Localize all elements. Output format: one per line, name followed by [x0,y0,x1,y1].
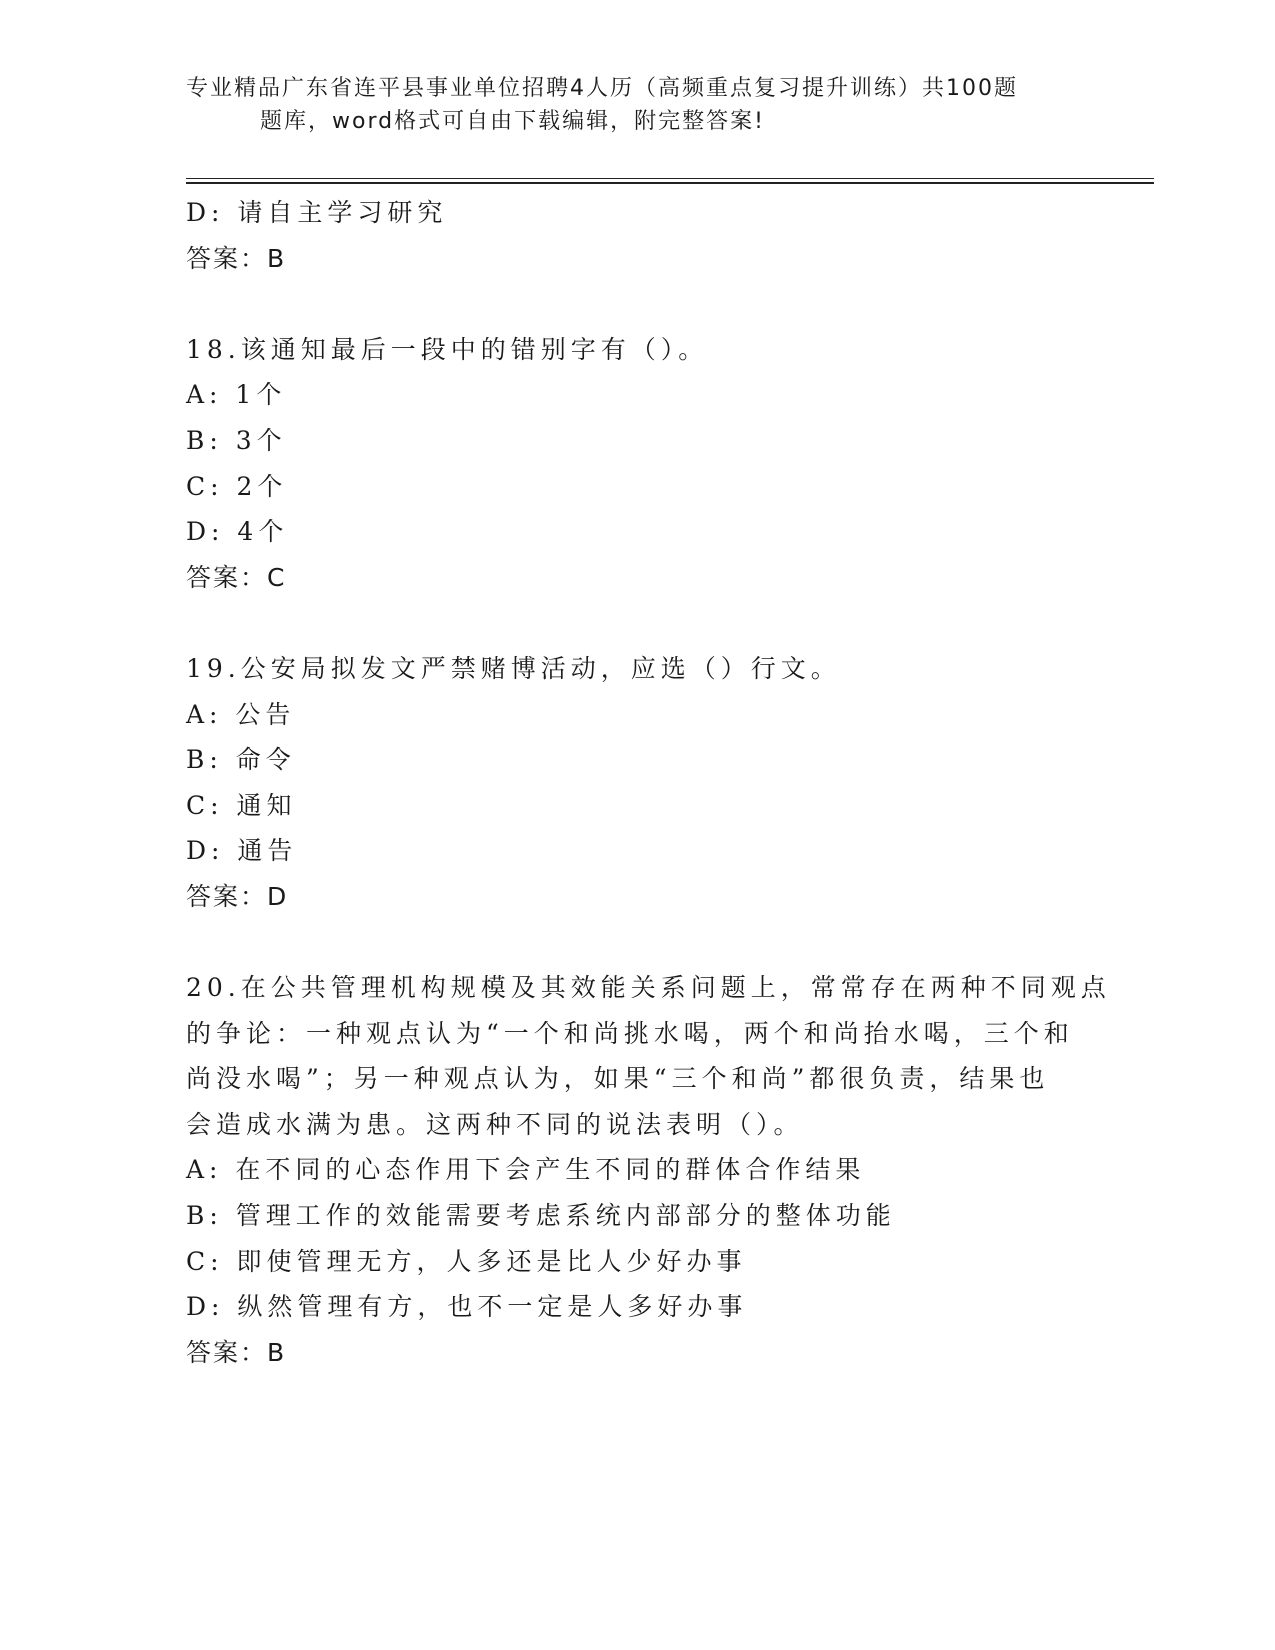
q18-answer: 答案：C [186,562,287,592]
q20-text-line2: 的争论：一种观点认为“一个和尚挑水喝，两个和尚抬水喝，三个和 [186,1018,1074,1048]
question-content [186,190,1111,1375]
prev-option-d: D: 请自主学习研究 [186,198,448,227]
q20-text-line3: 尚没水喝”；另一种观点认为，如果“三个和尚”都很负责，结果也 [186,1064,1050,1094]
document-header [186,72,1086,138]
q18-text: 18.该通知最后一段中的错别字有（）。 [186,334,709,364]
q19-option-b: B: 命令 [186,745,296,775]
q20-answer: 答案：B [186,1337,287,1367]
q19-text: 19.公安局拟发文严禁赌博活动，应选（）行文。 [186,653,841,683]
q20-text-line1: 20.在公共管理机构规模及其效能关系问题上，常常存在两种不同观点 [186,973,1111,1003]
spacer [186,281,1086,327]
q20-text-line4: 会造成水满为患。这两种不同的说法表明（）。 [186,1109,804,1139]
q19-option-d: D: 通告 [186,836,298,866]
spacer [186,920,1086,966]
q19-option-a: A: 公告 [186,699,296,729]
spacer [186,600,1086,646]
header-divider-thin [186,178,1154,179]
q19-option-c: C: 通知 [186,790,297,820]
q18-option-d: D: 4个 [186,517,289,547]
prev-answer: 答案：B [186,243,287,273]
q18-option-a: A: 1个 [186,380,287,410]
q18-option-b: B: 3个 [186,425,287,455]
header-title-line1: 专业精品广东省连平县事业单位招聘4人历（高频重点复习提升训练）共100题 [186,76,1018,101]
q18-option-c: C: 2个 [186,471,288,501]
q20-option-a: A: 在不同的心态作用下会产生不同的群体合作结果 [186,1155,866,1185]
header-divider-thick [186,182,1154,184]
q20-option-d: D: 纵然管理有方，也不一定是人多好办事 [186,1292,748,1322]
q20-option-b: B: 管理工作的效能需要考虑系统内部部分的整体功能 [186,1201,896,1231]
q20-option-c: C: 即使管理无方，人多还是比人少好办事 [186,1246,747,1276]
q19-answer: 答案：D [186,881,289,911]
header-title-line2: 题库，word格式可自由下载编辑，附完整答案! [260,109,765,134]
